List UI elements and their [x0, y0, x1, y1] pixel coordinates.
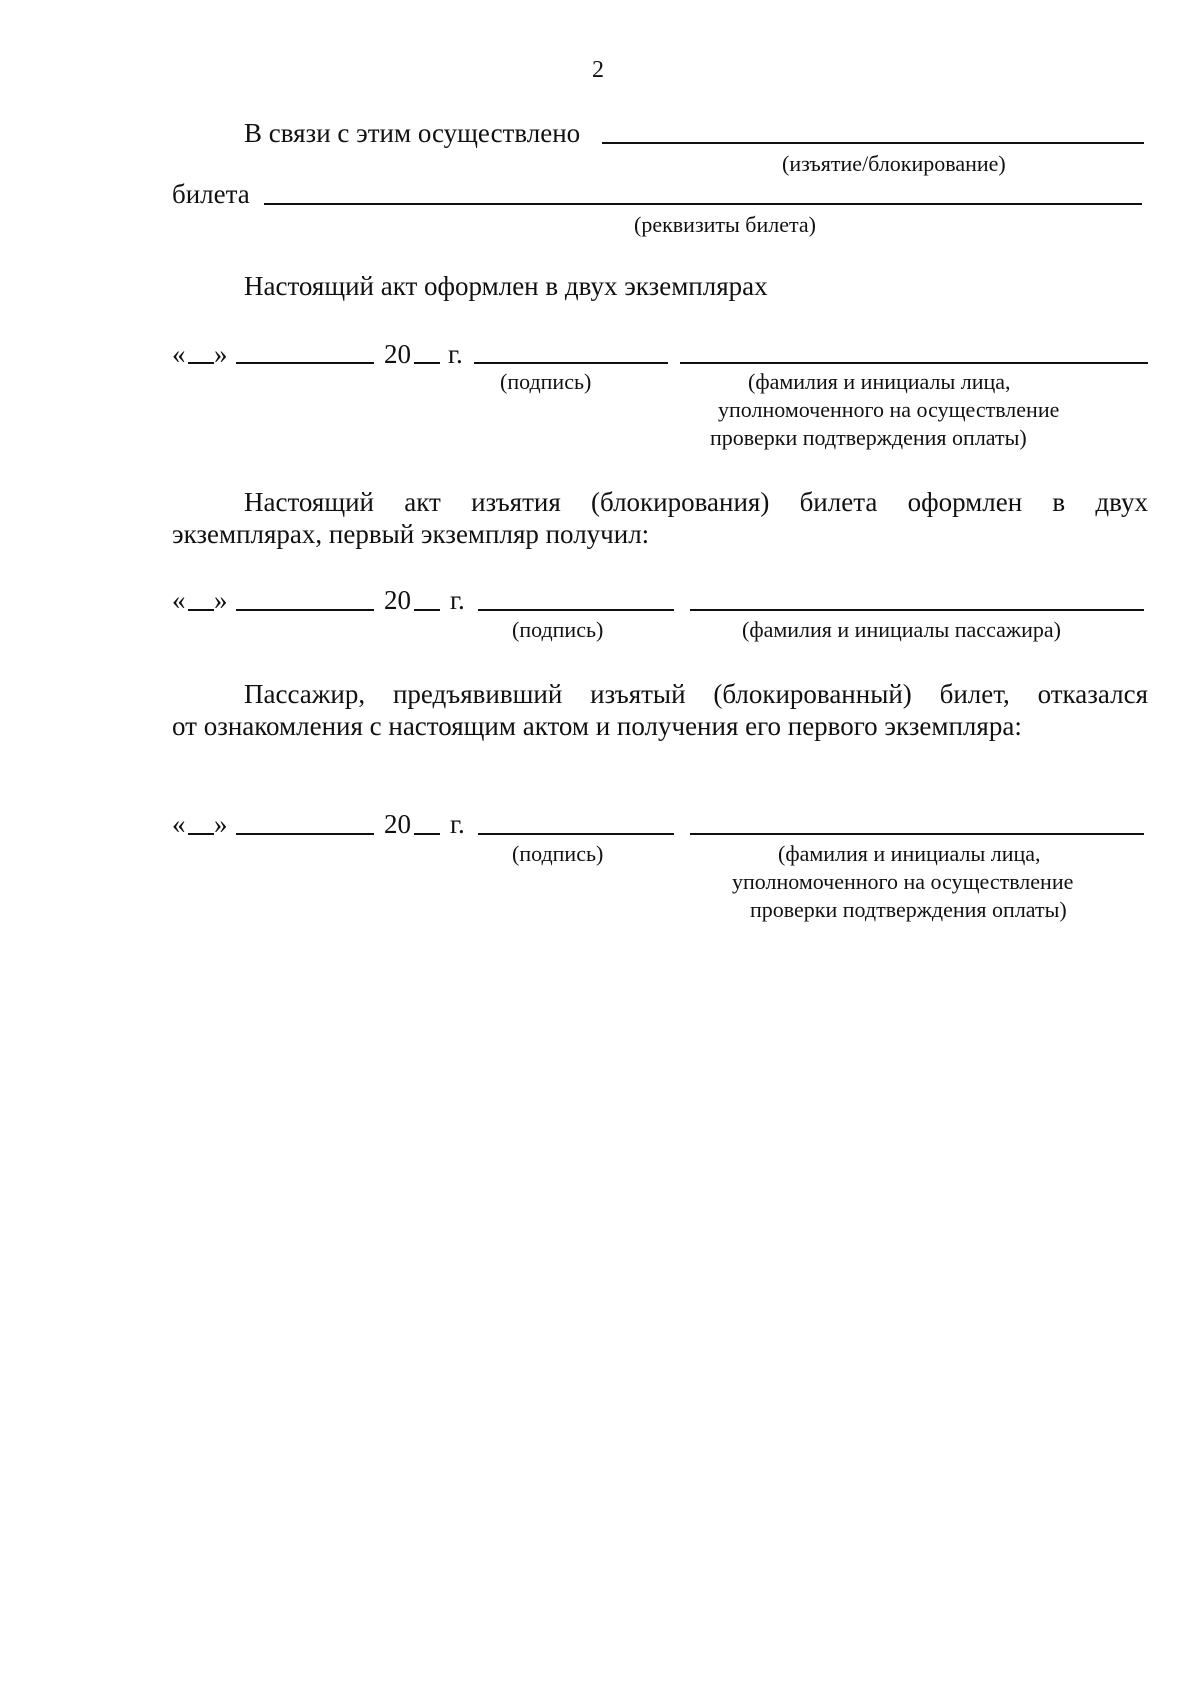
- act-note: Настоящий акт оформлен в двух экземплярах: [244, 271, 768, 301]
- sign2-month-field[interactable]: [236, 609, 374, 611]
- ticket-details-caption: (реквизиты билета): [634, 212, 816, 237]
- sign3-year-prefix: 20: [384, 809, 411, 839]
- section1-line2-text: билета: [172, 179, 250, 209]
- sign3-name-caption-line3: проверки подтверждения оплаты): [750, 897, 1067, 922]
- sign2-year-suffix: г.: [450, 585, 465, 615]
- sign3-name-caption-line1: (фамилия и инициалы лица,: [778, 841, 1041, 866]
- sign3-year-suffix: г.: [450, 809, 465, 839]
- sign3-month-field[interactable]: [236, 833, 374, 835]
- sign3-day-field[interactable]: [188, 833, 214, 835]
- paragraph2-line1: Настоящий акт изъятия (блокирования) билета оформлен в двух: [244, 487, 1148, 517]
- sign3-quote-close: »: [214, 809, 228, 839]
- sign1-year-field[interactable]: [414, 362, 440, 364]
- sign3-year-field[interactable]: [414, 833, 440, 835]
- sign1-name-field[interactable]: [680, 362, 1148, 364]
- sign1-quote-open: «: [172, 339, 186, 369]
- page-number: 2: [592, 57, 604, 83]
- withdrawal-blocking-field[interactable]: [602, 142, 1144, 144]
- sign2-signature-field[interactable]: [478, 609, 674, 611]
- sign1-quote-close: »: [214, 339, 228, 369]
- sign2-quote-close: »: [214, 585, 228, 615]
- sign2-signature-caption: (подпись): [512, 617, 604, 642]
- sign3-signature-caption: (подпись): [512, 841, 604, 866]
- ticket-details-field[interactable]: [264, 203, 1142, 205]
- sign1-month-field[interactable]: [236, 362, 374, 364]
- sign2-year-field[interactable]: [414, 609, 440, 611]
- sign2-name-field[interactable]: [690, 609, 1144, 611]
- sign1-name-caption-line2: уполномоченного на осуществление: [718, 397, 1060, 422]
- sign3-name-caption-line2: уполномоченного на осуществление: [732, 869, 1074, 894]
- sign2-year-prefix: 20: [384, 585, 411, 615]
- sign1-name-caption-line1: (фамилия и инициалы лица,: [748, 369, 1011, 394]
- withdrawal-blocking-caption: (изъятие/блокирование): [782, 151, 1006, 176]
- sign1-year-suffix: г.: [448, 339, 463, 369]
- sign3-quote-open: «: [172, 809, 186, 839]
- sign1-year-prefix: 20: [384, 339, 411, 369]
- section1-line1-text: В связи с этим осуществлено: [244, 118, 581, 148]
- paragraph2-line2: экземплярах, первый экземпляр получил:: [172, 519, 650, 549]
- sign2-quote-open: «: [172, 585, 186, 615]
- sign2-day-field[interactable]: [188, 609, 214, 611]
- sign2-name-caption: (фамилия и инициалы пассажира): [742, 617, 1061, 642]
- paragraph3-line2: от ознакомления с настоящим актом и получения его первого экземпляра:: [172, 711, 1022, 741]
- paragraph3-line1: Пассажир, предъявивший изъятый (блокированный) билет, отказался: [244, 679, 1148, 709]
- sign3-signature-field[interactable]: [478, 833, 674, 835]
- sign1-signature-field[interactable]: [474, 362, 668, 364]
- sign3-name-field[interactable]: [690, 833, 1144, 835]
- sign1-signature-caption: (подпись): [500, 369, 592, 394]
- sign1-name-caption-line3: проверки подтверждения оплаты): [710, 425, 1027, 450]
- sign1-day-field[interactable]: [188, 362, 214, 364]
